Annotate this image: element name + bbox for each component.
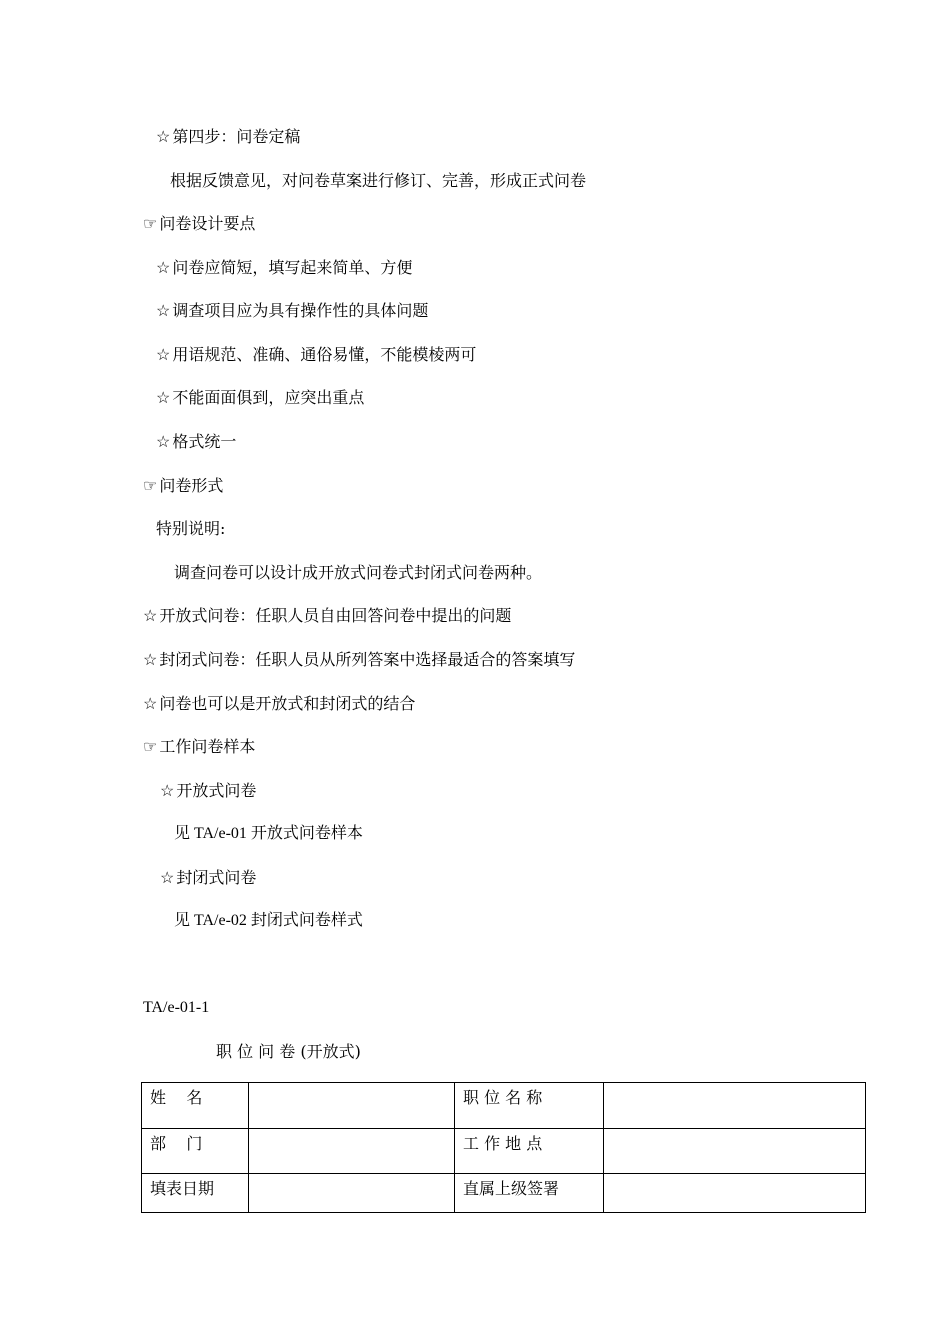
pointing-hand-icon: ☞ xyxy=(143,476,158,495)
work-location-field[interactable] xyxy=(604,1129,866,1174)
fill-date-field[interactable] xyxy=(249,1174,455,1213)
form-type-text: 问卷也可以是开放式和封闭式的结合 xyxy=(159,694,416,713)
design-point-item xyxy=(156,301,428,321)
name-field[interactable] xyxy=(249,1083,455,1129)
step4-title: 第四步：问卷定稿 xyxy=(172,127,301,146)
position-title-label: 职 位 名 称 xyxy=(455,1083,604,1129)
design-points-heading-line xyxy=(143,214,255,234)
samples-heading: 工作问卷样本 xyxy=(159,737,256,756)
design-point-text: 问卷应简短，填写起来简单、方便 xyxy=(172,258,413,277)
pointing-hand-icon: ☞ xyxy=(143,214,158,233)
star-icon: ☆ xyxy=(160,781,175,800)
questionnaire-title: 职 位 问 卷 (开放式) xyxy=(216,1042,361,1061)
design-point-item xyxy=(156,345,476,365)
special-note-text: 调查问卷可以设计成开放式问卷式封闭式问卷两种。 xyxy=(174,563,543,582)
form-type-text: 开放式问卷：任职人员自由回答问卷中提出的问题 xyxy=(159,606,512,625)
star-icon: ☆ xyxy=(156,301,171,320)
department-field[interactable] xyxy=(249,1129,455,1174)
open-sample-title: 开放式问卷 xyxy=(176,781,257,800)
form-type-text: 封闭式问卷：任职人员从所列答案中选择最适合的答案填写 xyxy=(159,650,576,669)
samples-heading-line xyxy=(143,737,255,757)
design-point-text: 格式统一 xyxy=(172,432,237,451)
supervisor-signature-field[interactable] xyxy=(604,1174,866,1213)
form-type-item xyxy=(143,650,575,670)
closed-sample-title: 封闭式问卷 xyxy=(176,868,257,887)
name-label: 姓 名 xyxy=(142,1083,249,1129)
form-heading: 问卷形式 xyxy=(159,476,224,495)
star-icon: ☆ xyxy=(160,868,175,887)
table-row xyxy=(142,1174,866,1213)
star-icon: ☆ xyxy=(143,650,158,669)
star-icon: ☆ xyxy=(156,388,171,407)
supervisor-signature-label: 直属上级签署 xyxy=(455,1174,604,1213)
open-sample-title-line xyxy=(160,781,256,801)
design-point-item xyxy=(156,432,236,452)
star-icon: ☆ xyxy=(143,606,158,625)
closed-sample-reference: 见 TA/e-02 封闭式问卷样式 xyxy=(174,912,363,929)
fill-date-label: 填表日期 xyxy=(142,1174,249,1213)
department-label: 部 门 xyxy=(142,1129,249,1174)
design-point-item xyxy=(156,388,364,408)
form-heading-line xyxy=(143,476,223,496)
position-title-field[interactable] xyxy=(604,1083,866,1129)
pointing-hand-icon: ☞ xyxy=(143,737,158,756)
star-icon: ☆ xyxy=(143,694,158,713)
step4-title-line xyxy=(156,127,300,147)
star-icon: ☆ xyxy=(156,432,171,451)
step4-description: 根据反馈意见，对问卷草案进行修订、完善，形成正式问卷 xyxy=(170,171,587,190)
form-type-item xyxy=(143,694,415,714)
table-row xyxy=(142,1083,866,1129)
form-type-item xyxy=(143,606,511,626)
design-point-text: 不能面面俱到，应突出重点 xyxy=(172,388,365,407)
star-icon: ☆ xyxy=(156,345,171,364)
document-code: TA/e-01-1 xyxy=(143,999,210,1016)
special-note-label: 特别说明: xyxy=(156,519,226,538)
open-sample-reference: 见 TA/e-01 开放式问卷样本 xyxy=(174,825,363,842)
employee-info-table xyxy=(141,1082,866,1213)
table-row xyxy=(142,1129,866,1174)
work-location-label: 工 作 地 点 xyxy=(455,1129,604,1174)
design-points-heading: 问卷设计要点 xyxy=(159,214,256,233)
star-icon: ☆ xyxy=(156,258,171,277)
design-point-text: 用语规范、准确、通俗易懂，不能模棱两可 xyxy=(172,345,477,364)
design-point-item xyxy=(156,258,412,278)
closed-sample-title-line xyxy=(160,868,256,888)
star-icon: ☆ xyxy=(156,127,171,146)
design-point-text: 调查项目应为具有操作性的具体问题 xyxy=(172,301,429,320)
